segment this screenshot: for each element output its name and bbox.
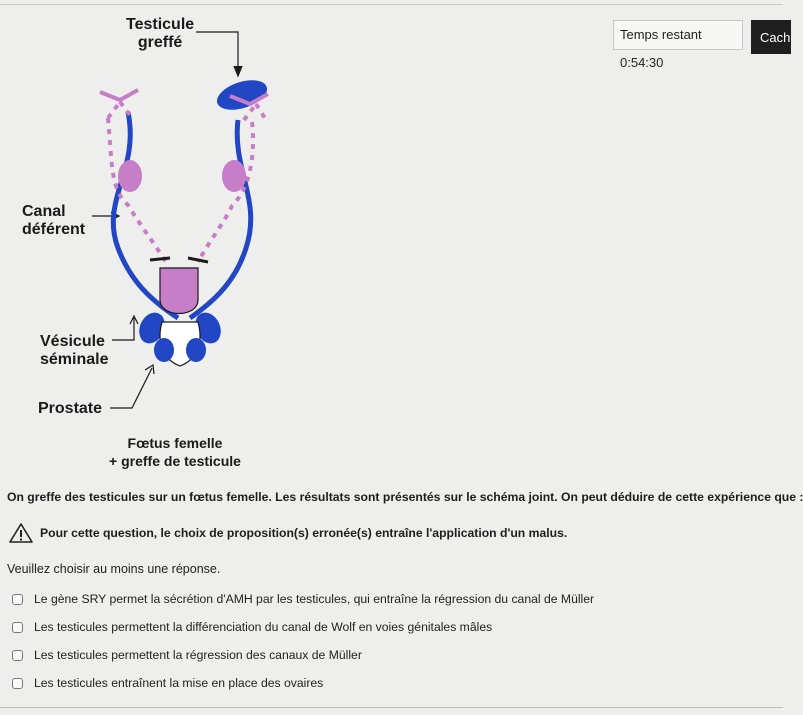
malus-warning: Pour cette question, le choix de proposition(s) erronée(s) entraîne l'application d'un malus.	[40, 526, 568, 540]
leader-line-prostate	[110, 368, 152, 408]
label-canal-line2: déférent	[22, 221, 86, 238]
label-canal-line1: Canal	[22, 203, 66, 220]
label-vesicule-seminale	[40, 333, 108, 369]
timer-value: 0:54:30	[620, 55, 664, 70]
caption-line2: + greffe de testicule	[109, 453, 241, 469]
answer-checkbox-4[interactable]	[12, 678, 23, 689]
answer-checkbox-3[interactable]	[12, 650, 23, 661]
left-prostate-lobe	[154, 338, 174, 362]
left-gonadal-remnant	[118, 160, 142, 192]
label-testicule	[126, 16, 194, 52]
right-prostate-lobe	[186, 338, 206, 362]
warning-triangle-icon	[8, 522, 34, 544]
label-vesicule-line1: Vésicule	[40, 333, 105, 350]
answer-option-3[interactable]	[12, 647, 362, 663]
right-gonadal-remnant	[222, 160, 246, 192]
label-testicule-line1: Testicule	[126, 16, 195, 33]
answer-label-1[interactable]: Le gène SRY permet la sécrétion d'AMH par les testicules, qui entraîne la régression du canal de Müller	[34, 592, 595, 606]
answer-label-2[interactable]: Les testicules permettent la différenciation du canal de Wolf en voies génitales mâles	[34, 620, 493, 634]
answer-checkbox-2[interactable]	[12, 622, 23, 633]
uterine-remnant	[160, 268, 198, 314]
label-vesicule-line2: séminale	[40, 351, 109, 368]
answer-option-4[interactable]	[12, 675, 323, 691]
answer-option-2[interactable]	[12, 619, 492, 635]
canal-junction	[150, 258, 208, 262]
question-text: On greffe des testicules sur un fœtus femelle. Les résultats sont présentés sur le schéma joint. On peut déduire de cette expérience que :	[7, 490, 803, 504]
answer-option-1[interactable]	[12, 591, 594, 607]
caption-line1: Fœtus femelle	[127, 435, 223, 451]
timer-label: Temps restant	[620, 27, 702, 42]
answer-checkbox-1[interactable]	[12, 594, 23, 605]
answer-label-4[interactable]: Les testicules entraînent la mise en place des ovaires	[34, 676, 324, 690]
diagram-caption	[90, 434, 260, 470]
label-testicule-line2: greffé	[137, 34, 183, 51]
left-mullerian-fringe	[100, 90, 138, 100]
answer-instruction: Veuillez choisir au moins une réponse.	[7, 562, 221, 576]
label-prostate: Prostate	[38, 400, 103, 417]
label-canal-deferent	[22, 203, 85, 239]
bottom-divider	[0, 707, 783, 708]
answer-label-3[interactable]: Les testicules permettent la régression des canaux de Müller	[34, 648, 362, 662]
hide-timer-button[interactable]: Cach	[751, 20, 791, 54]
right-deferent-canal	[190, 120, 251, 318]
leader-line-testicule	[196, 32, 238, 72]
timer-box	[613, 20, 743, 70]
